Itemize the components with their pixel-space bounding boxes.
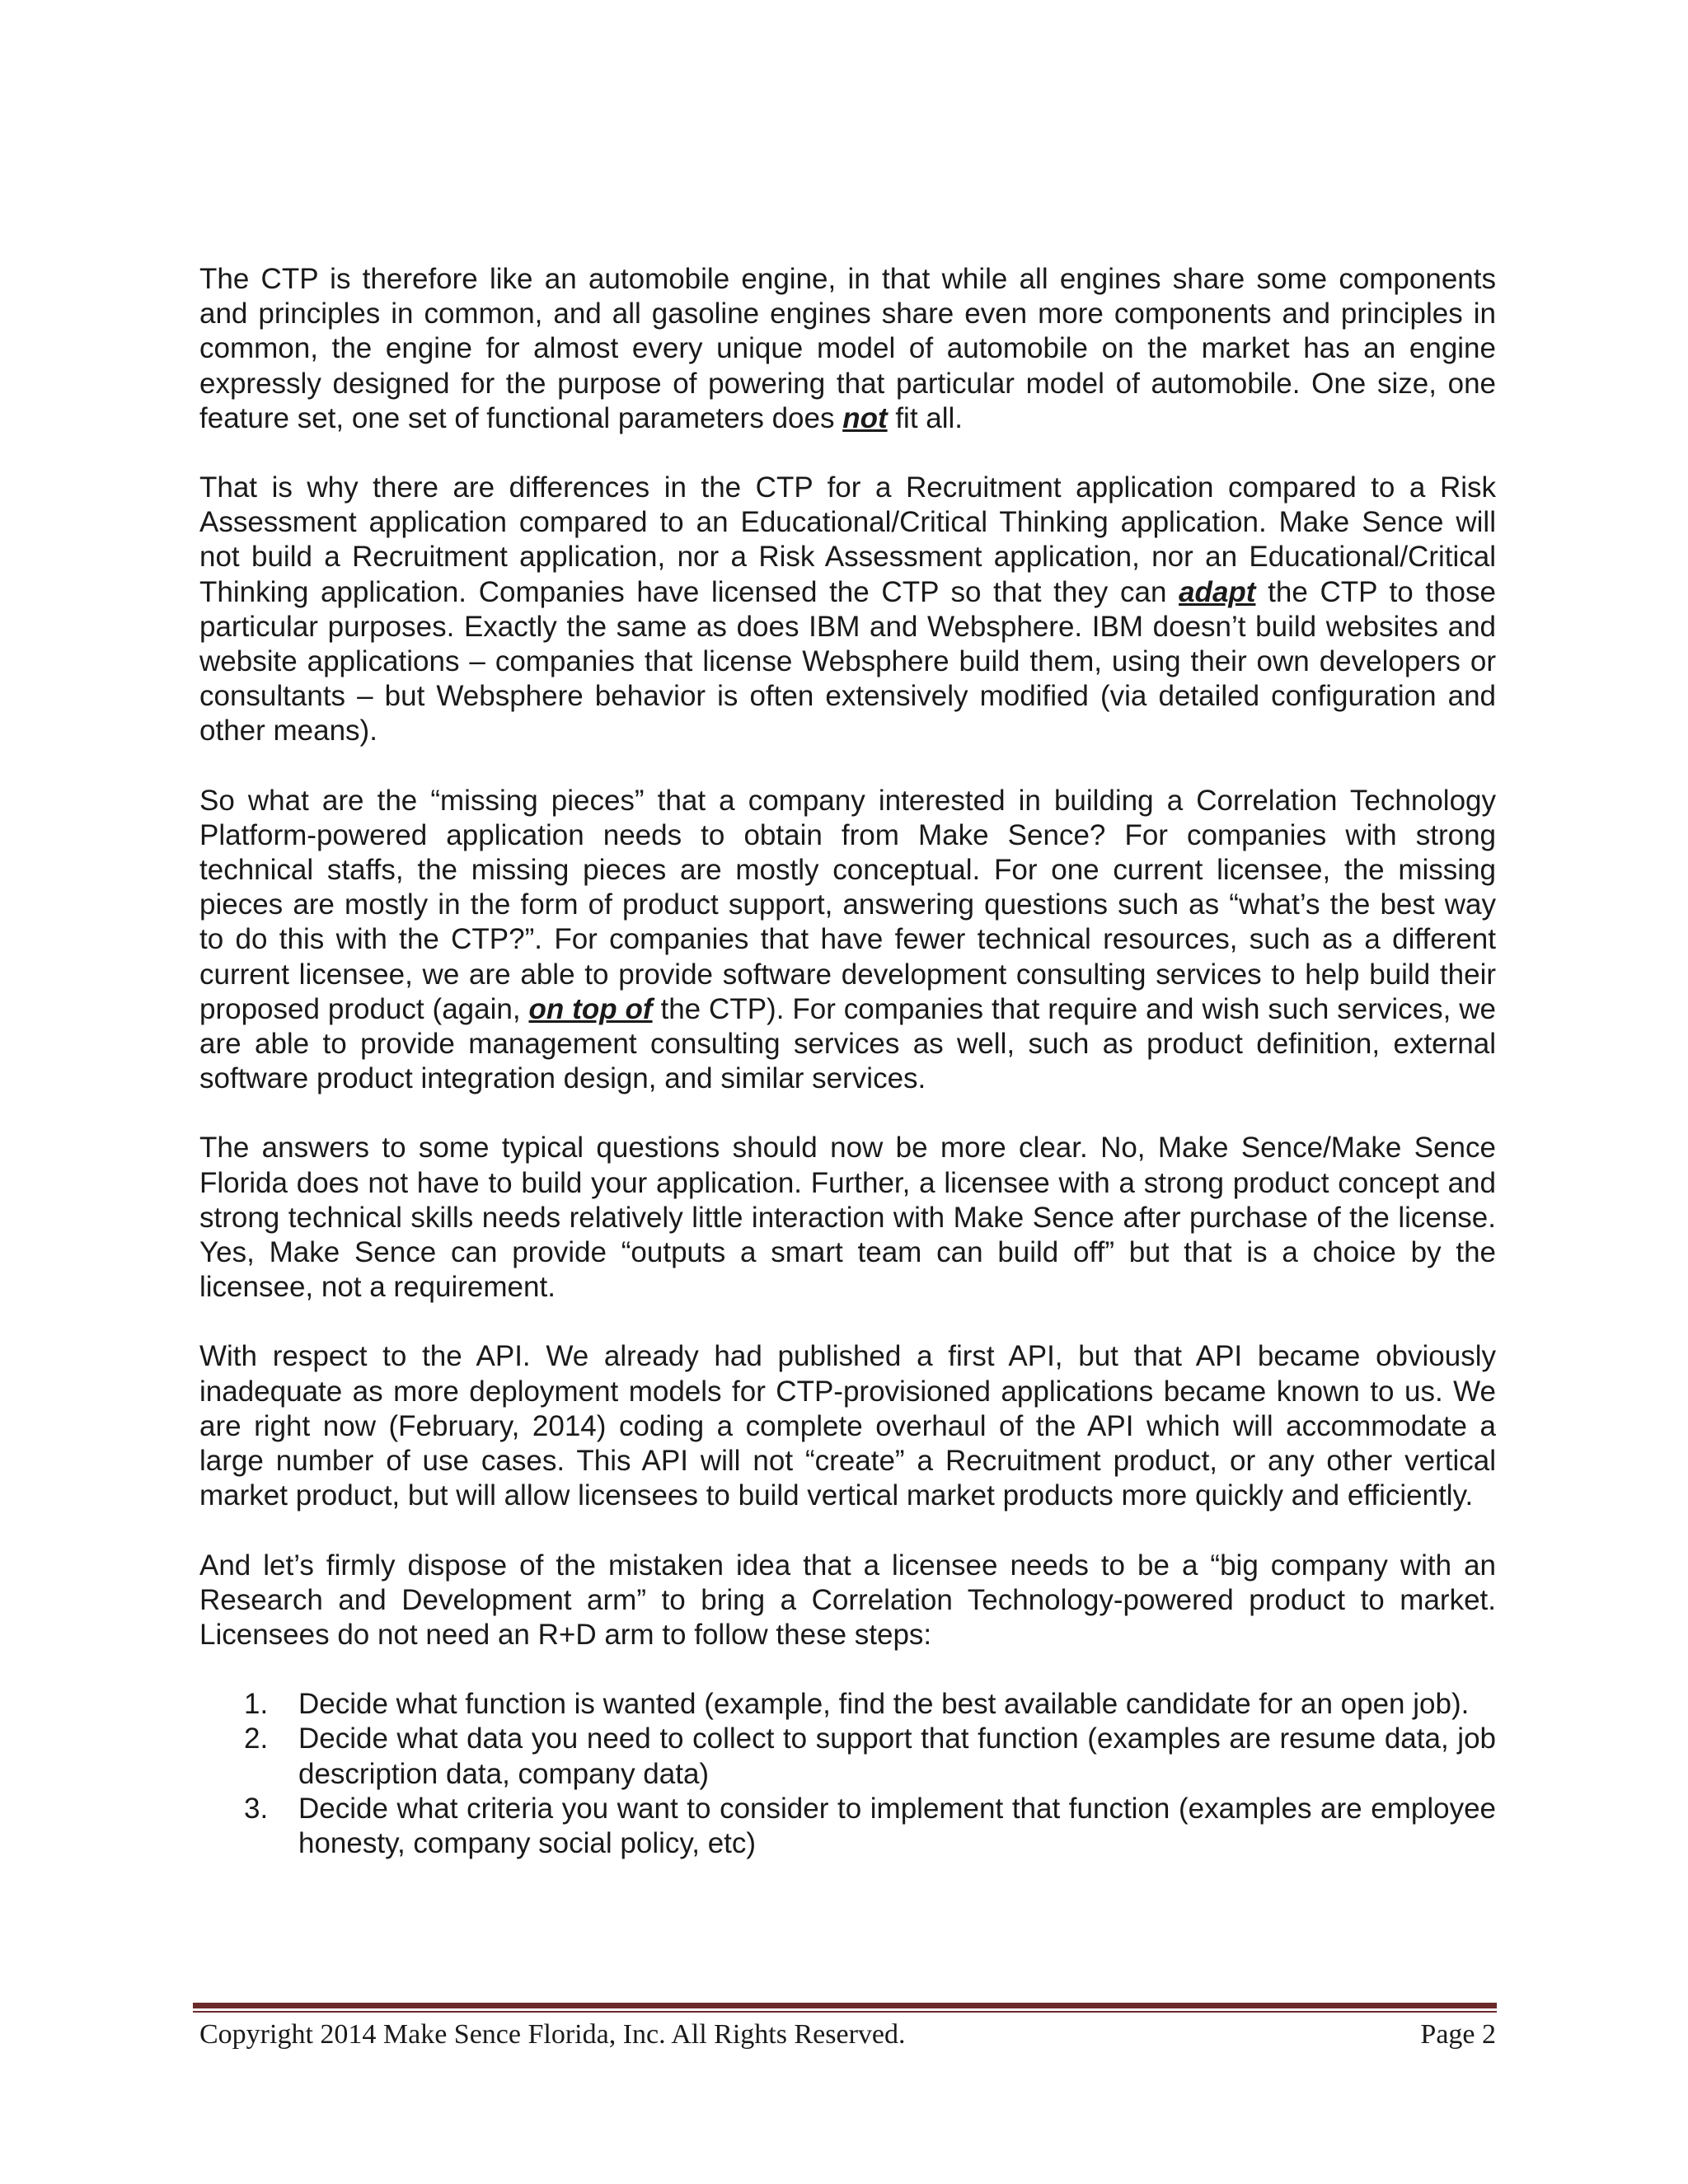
- footer-copyright: Copyright 2014 Make Sence Florida, Inc. All Rights Reserved.: [199, 2019, 906, 2050]
- paragraph-ctp-differences: [199, 471, 1496, 749]
- list-item: [199, 1722, 1496, 1791]
- emphasis-adapt: adapt: [1179, 575, 1256, 608]
- paragraph-rd-arm: And let’s firmly dispose of the mistaken idea that a licensee needs to be a “big company with an Research and Development arm” to bring a Correlation Technology-powered product to market. Licensees do not need an R+D arm to follow these steps:: [199, 1549, 1496, 1651]
- paragraph-typical-questions: The answers to some typical questions should now be more clear. No, Make Sence/Make Sence Florida does not have to build your application. Further, a licensee with a strong product concept and strong technical skills needs relatively little interaction with Make Sence after purchase of the license. Yes, Make Sence can provide “outputs a smart team can build off” but that is a choice by the licensee, not a requirement.: [199, 1132, 1496, 1304]
- footer-divider: [193, 2003, 1497, 2013]
- emphasis-on-top-of: on top of: [528, 992, 653, 1025]
- paragraph-engine-analogy: [199, 262, 1496, 436]
- paragraph-text: fit all.: [887, 401, 964, 434]
- list-item: [199, 1687, 1496, 1722]
- list-item-text: Decide what function is wanted (example, find the best available candidate for an open job).: [298, 1688, 1470, 1721]
- paragraph-text: That is why there are differences in the CTP for a Recruitment application compared to a Risk Assessment application compared to an Educational/Critical Thinking application. Make Sence will not build a Recruitment application, nor a Risk Assessment application, nor an Educational/Critical Thinking application. Companies have licensed the CTP so that they can: [199, 471, 1496, 608]
- emphasis-not: not: [842, 401, 888, 434]
- paragraph-text: So what are the “missing pieces” that a company interested in building a Correlation Technology Platform-powered application needs to obtain from Make Sence? For companies with strong technical staffs, the missing pieces are mostly conceptual. For one current licensee, the missing pieces are mostly in the form of product support, answering questions such as “what’s the best way to do this with the CTP?”. For companies that have fewer technical resources, such as a different current licensee, we are able to provide software development consulting services to help build their proposed product (again,: [199, 784, 1496, 1025]
- paragraph-text: The CTP is therefore like an automobile engine, in that while all engines share some components and principles in common, and all gasoline engines share even more components and principles in common, the engine for almost every unique model of automobile on the market has an engine expressly designed for the purpose of powering that particular model of automobile. One size, one feature set, one set of functional parameters does: [199, 263, 1496, 434]
- paragraph-missing-pieces: [199, 784, 1496, 1097]
- list-item-text: Decide what criteria you want to consider to implement that function (examples are employee honesty, company social policy, etc): [298, 1792, 1496, 1859]
- list-item: [199, 1792, 1496, 1861]
- list-item-text: Decide what data you need to collect to support that function (examples are resume data, job description data, company data): [298, 1722, 1496, 1790]
- list-number: 2.: [244, 1722, 269, 1755]
- document-body: [199, 262, 1496, 1861]
- list-number: 3.: [244, 1792, 269, 1825]
- paragraph-api: With respect to the API. We already had published a first API, but that API became obviously inadequate as more deployment models for CTP-provisioned applications became known to us. We are right now (February, 2014) coding a complete overhaul of the API which will accommodate a large number of use cases. This API will not “create” a Recruitment product, or any other vertical market product, but will allow licensees to build vertical market products more quickly and efficiently.: [199, 1340, 1496, 1512]
- steps-list: [199, 1687, 1496, 1861]
- page-footer: [199, 2019, 1496, 2050]
- paragraph-text: the CTP to those particular purposes. Exactly the same as does IBM and Websphere. IBM doesn’t build websites and website applications – companies that license Websphere build them, using their own developers or consultants – but Websphere behavior is often extensively modified (via detailed configuration and other means).: [199, 575, 1496, 748]
- paragraph-text: the CTP). For companies that require and wish such services, we are able to provide management consulting services as well, such as product definition, external software product integration design, and similar services.: [199, 992, 1496, 1095]
- list-number: 1.: [244, 1688, 269, 1721]
- footer-page-number: Page 2: [1420, 2019, 1496, 2050]
